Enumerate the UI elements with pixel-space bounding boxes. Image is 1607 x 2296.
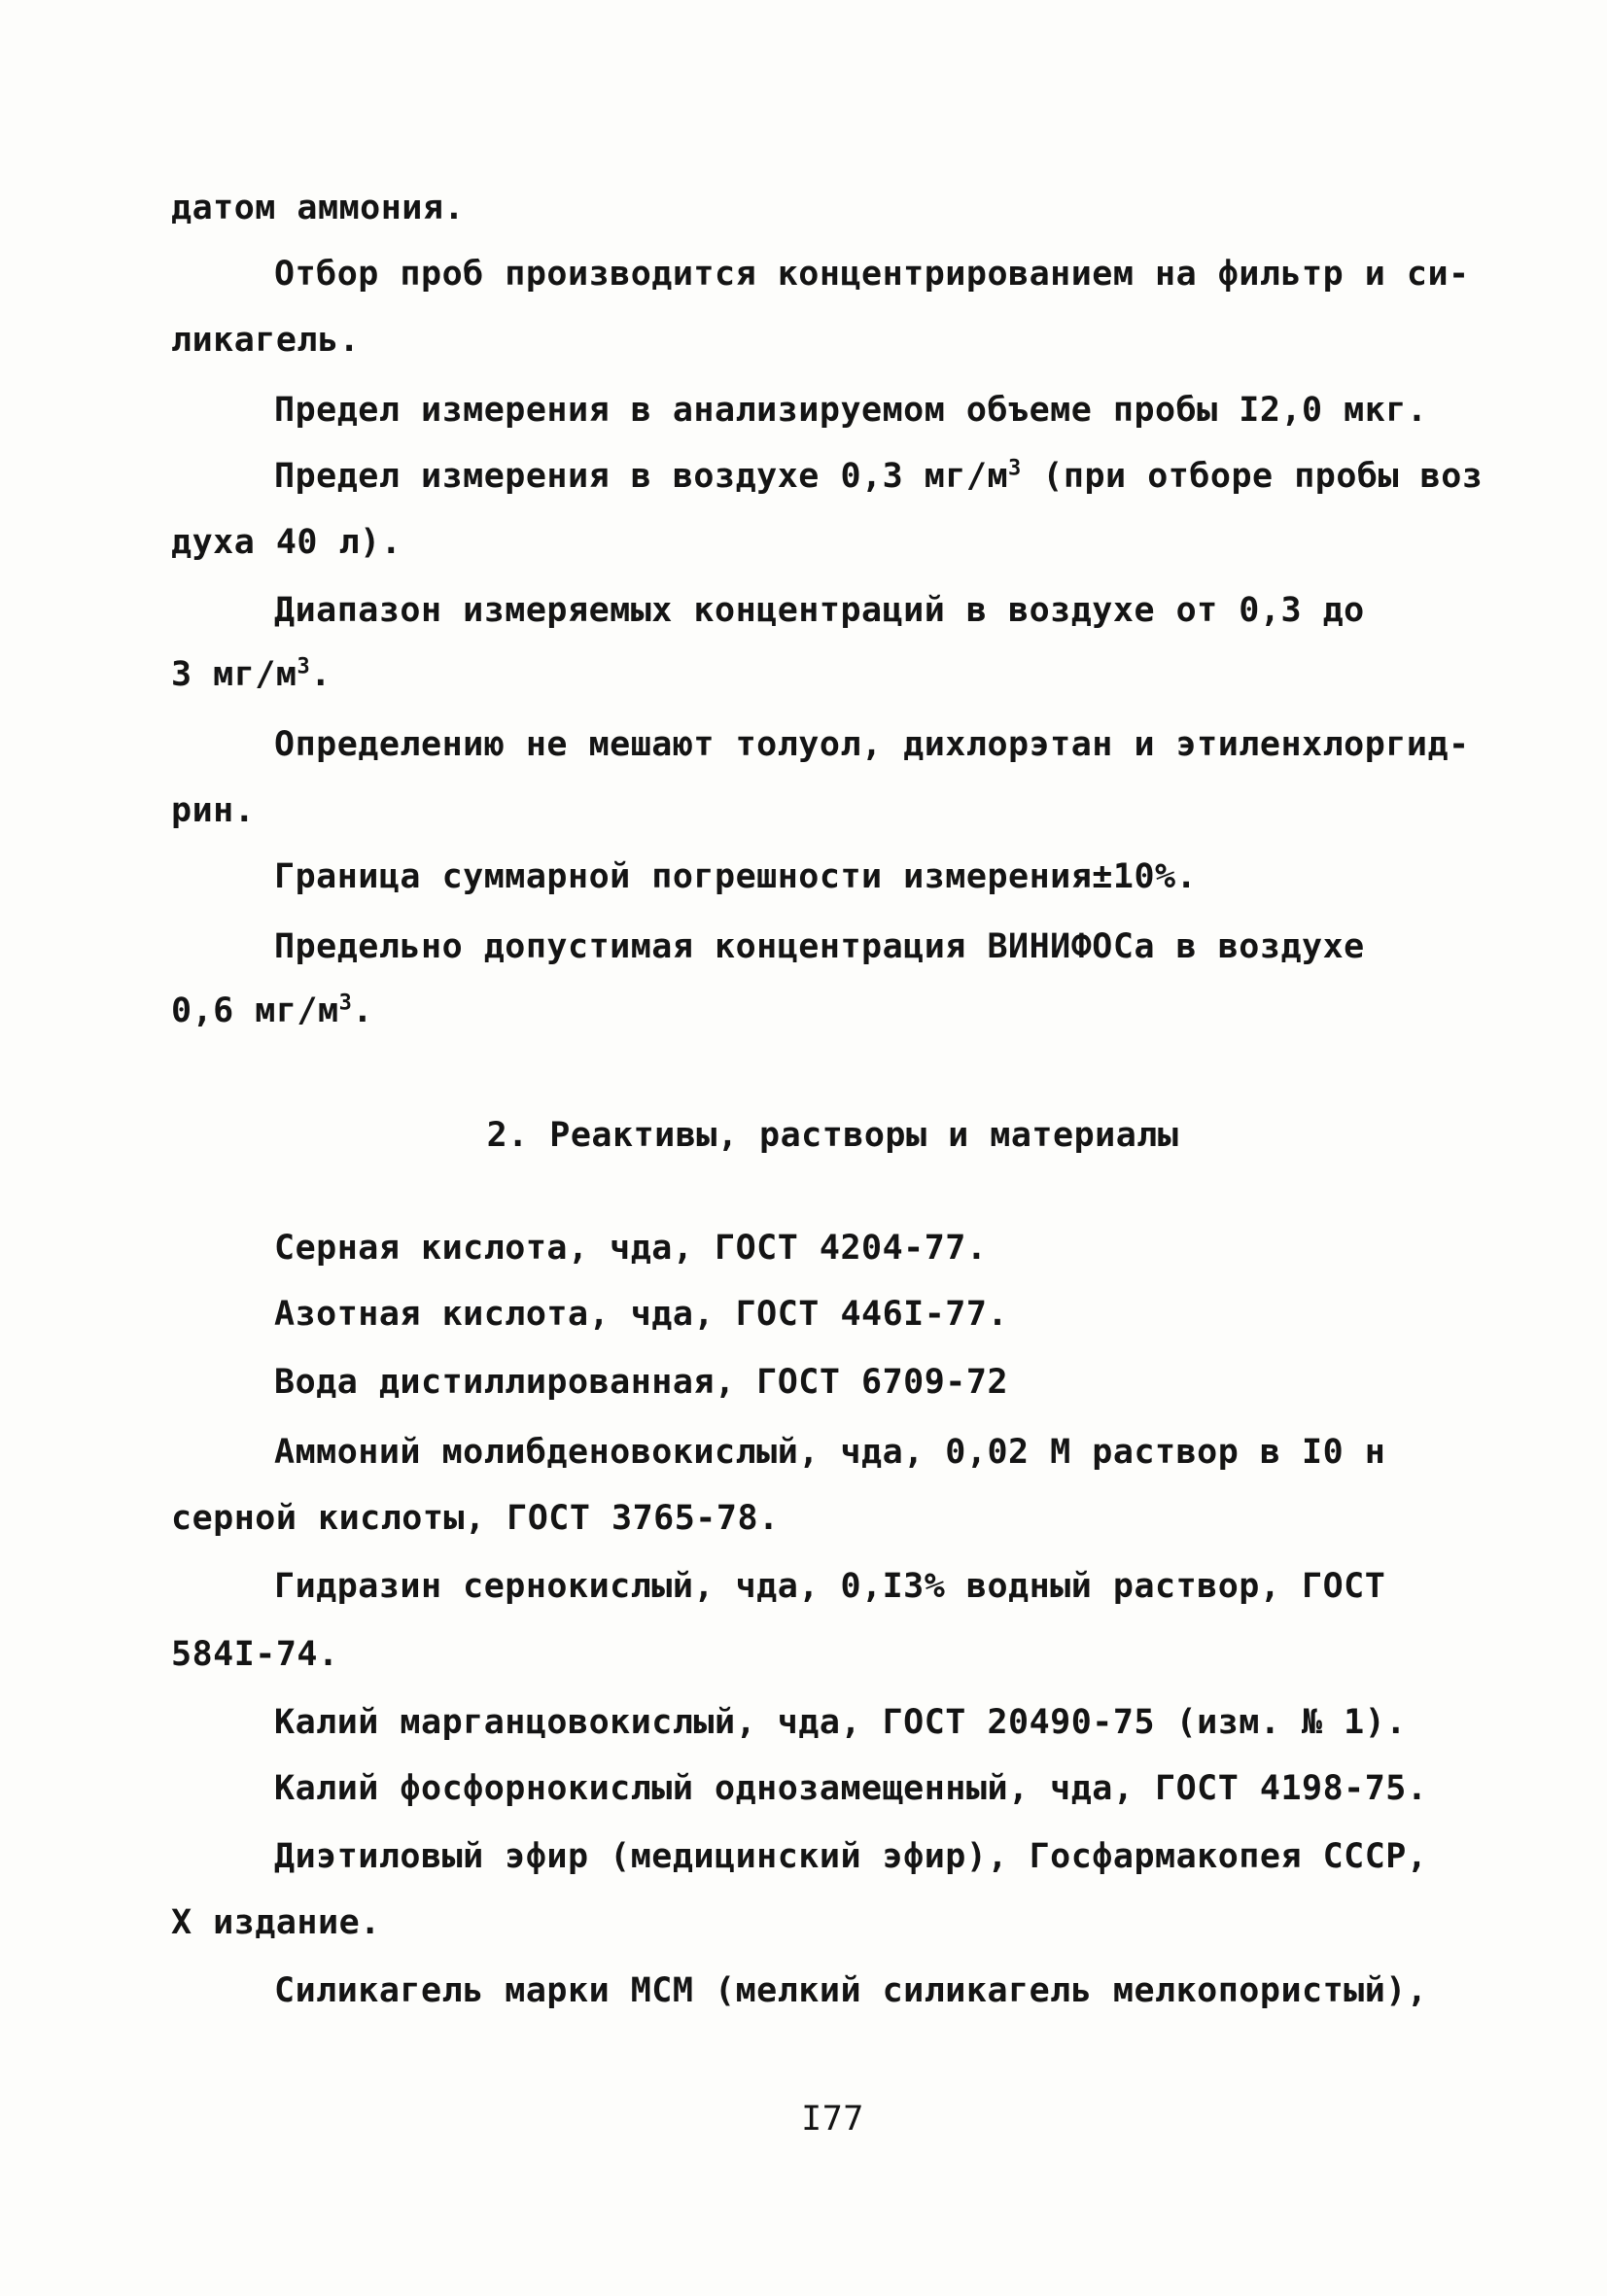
page-number: I77: [801, 2100, 864, 2139]
text-line: Определению не мешают толуол, дихлорэтан и этиленхлоргид-: [274, 725, 1470, 764]
text-line: Предел измерения в анализируемом объеме пробы I2,0 мкг.: [274, 391, 1428, 430]
text-line: Серная кислота, чда, ГОСТ 4204-77.: [274, 1229, 988, 1268]
superscript: 3: [1008, 456, 1022, 481]
superscript: 3: [297, 654, 311, 679]
text-line: датом аммония.: [171, 189, 466, 227]
text-line: X издание.: [171, 1903, 381, 1942]
text-line: [274, 455, 1483, 498]
text-line: Предельно допустимая концентрация ВИНИФОСа в воздухе: [274, 927, 1365, 966]
text-line: ликагель.: [171, 321, 361, 360]
text-line: Гидразин сернокислый, чда, 0,I3% водный раствор, ГОСТ: [274, 1567, 1386, 1606]
text-fragment: Предел измерения в воздухе 0,3 мг/м: [274, 457, 1009, 496]
text-line: 584I-74.: [171, 1635, 339, 1674]
text-line: [171, 990, 373, 1032]
text-line: Аммоний молибденовокислый, чда, 0,02 М раствор в I0 н: [274, 1433, 1386, 1472]
text-fragment: 0,6 мг/м: [171, 991, 339, 1030]
text-line: Калий фосфорнокислый однозамещенный, чда, ГОСТ 4198-75.: [274, 1769, 1428, 1808]
text-line: серной кислоты, ГОСТ 3765-78.: [171, 1499, 780, 1538]
text-fragment: (при отборе пробы воз: [1021, 457, 1484, 496]
text-line: Калий марганцовокислый, чда, ГОСТ 20490-75 (изм. № 1).: [274, 1703, 1407, 1742]
text-line: Граница суммарной погрешности измерения±10%.: [274, 857, 1198, 896]
text-fragment: .: [310, 655, 332, 694]
text-fragment: .: [352, 991, 373, 1030]
text-line: Силикагель марки МСМ (мелкий силикагель мелкопористый),: [274, 1971, 1428, 2010]
text-line: Вода дистиллированная, ГОСТ 6709-72: [274, 1363, 1009, 1402]
text-line: духа 40 л).: [171, 523, 402, 562]
text-line: рин.: [171, 791, 256, 830]
superscript: 3: [338, 991, 353, 1016]
text-fragment: 3 мг/м: [171, 655, 297, 694]
section-heading: 2. Реактивы, растворы и материалы: [486, 1116, 1179, 1155]
text-line: Азотная кислота, чда, ГОСТ 446I-77.: [274, 1295, 1009, 1334]
text-line: Диэтиловый эфир (медицинский эфир), Госфармакопея СССР,: [274, 1837, 1428, 1876]
text-line: Диапазон измеряемых концентраций в воздухе от 0,3 до: [274, 591, 1365, 630]
text-line: Отбор проб производится концентрированием на фильтр и си-: [274, 255, 1470, 294]
text-line: [171, 653, 332, 696]
